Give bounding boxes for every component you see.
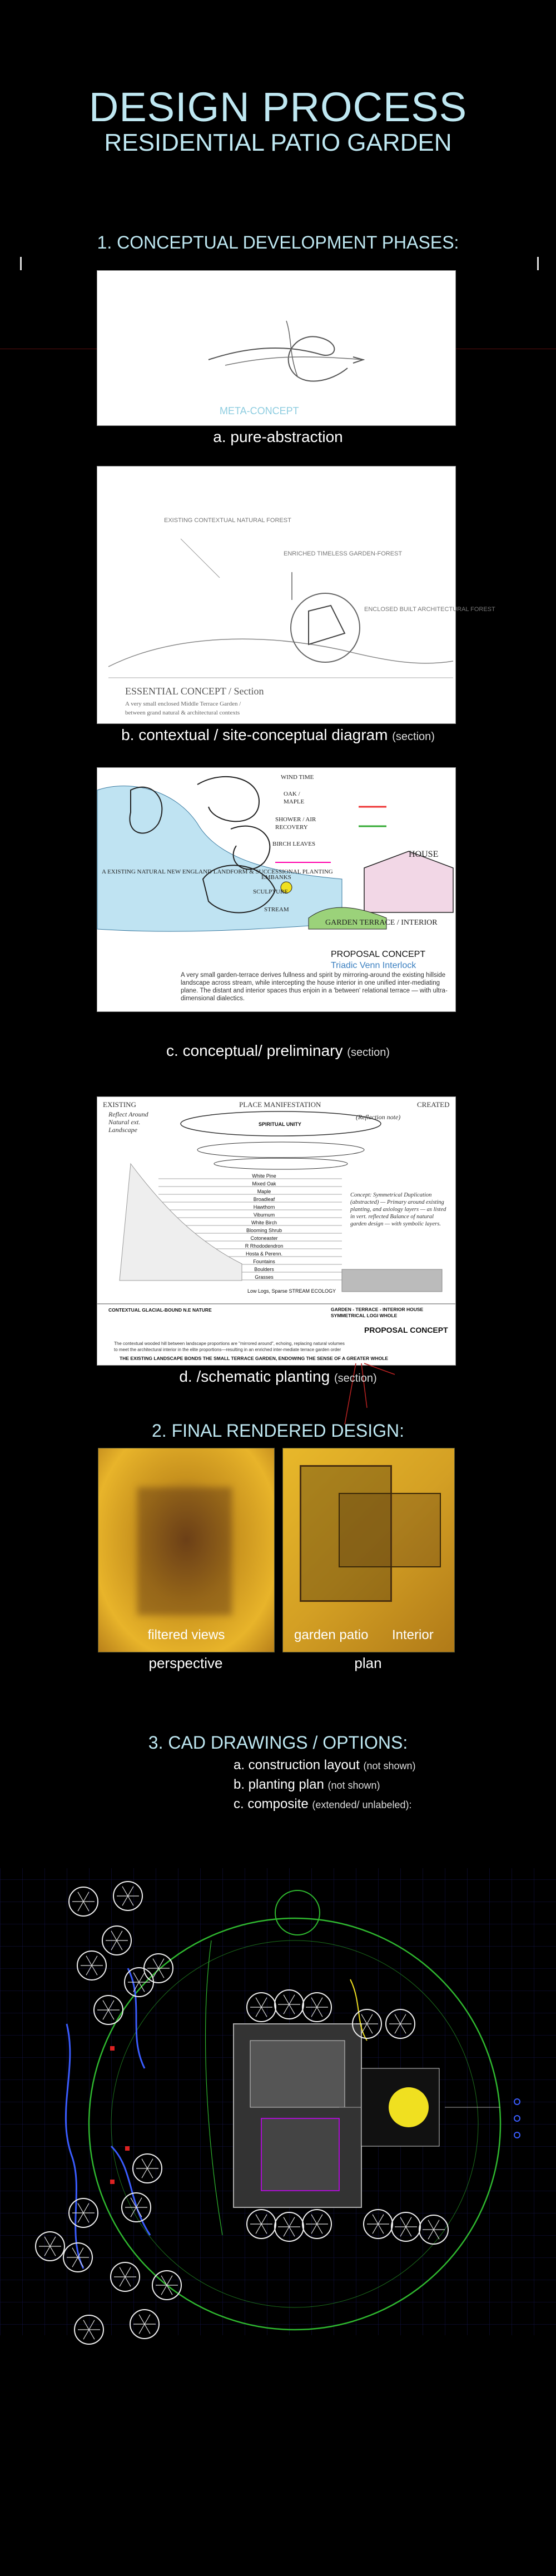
d-spiritual: SPIRITUAL UNITY [259,1121,301,1127]
layer-label: Cotoneaster [250,1235,278,1241]
caption-plan: plan [354,1655,382,1671]
panel-contextual-diagram [97,466,495,724]
perspective-render [98,1448,275,1652]
layer-label: Broadleaf [253,1197,275,1202]
caption-a: a. pure-abstraction [213,428,343,445]
caption-d-main: d. /schematic planting [179,1368,330,1385]
d-reflect: Reflect Around Natural ext. Landscape [108,1110,148,1134]
overlay-filtered-views: filtered views [147,1627,225,1642]
concept-title: ESSENTIAL CONCEPT / Section [125,686,264,697]
d-footer-3: THE EXISTING LANDSCAPE BONDS THE SMALL TERRACE GARDEN, ENDOWING THE SENSE OF A GREATER WHOLE [120,1356,389,1361]
abstract-sketch [97,271,455,425]
c-label-house: HOUSE [409,850,439,859]
layer-label: Viburnum [253,1212,275,1218]
d-top-right: CREATED [417,1100,450,1109]
c-label-stream: STREAM [264,906,289,913]
d-top-left: EXISTING [103,1100,136,1109]
caption-perspective: perspective [148,1655,223,1671]
section-3-heading: 3. CAD DRAWINGS / OPTIONS: [148,1733,408,1753]
caption-b-main: b. contextual / site-conceptual diagram [121,726,388,743]
right-margin-mark [537,257,539,270]
page-subtitle: RESIDENTIAL PATIO GARDEN [104,129,452,156]
proposal-text: A very small garden-terrace derives fullness and spirit by mirroring-around the existing hillside landscape across stream, while intercepting the house interior in one unified inter-mediating plane. The distant and interior spaces thus enjoin in a 'between' relational terrace — with ultra-dimensional dialectics. [181,972,448,1002]
d-right-notes: Concept: Symmetrical Duplication (abstracted) — Primary around existing planting, and axiology layers — as listed in vert. reflected Balance of natural garden design — with symbolic layers. [350,1192,446,1227]
page-title: DESIGN PROCESS [88,84,468,130]
cad-option-a: a. construction layout (not shown) [234,1758,416,1773]
c-label-5: RECOVERY [275,824,308,831]
c-label-3: MAPLE [284,798,305,805]
layer-label: Fountains [253,1259,275,1264]
panel-conceptual-preliminary [97,767,456,1012]
panel-pure-abstraction [97,270,456,426]
section-2-heading: 2. FINAL RENDERED DESIGN: [151,1421,404,1441]
c-label-embanks: EMBANKS [261,874,291,881]
c-label-6: BIRCH LEAVES [272,841,316,847]
sun-circle [389,2087,429,2127]
sketch-label: META-CONCEPT [220,405,299,416]
layer-label: Hosta & Perenn. [245,1251,283,1257]
d-proposal: PROPOSAL CONCEPT [364,1326,448,1334]
c-label-2: OAK / [284,791,300,797]
d-footer-1: The contextual wooded hill between landscape proportions are "mirrored around", echoing, replacing natural volumes [114,1341,345,1346]
c-label-4: SHOWER / AIR [275,816,316,823]
concept-line-1: A very small enclosed Middle Terrace Garden / [125,701,241,707]
c-label-existing: A EXISTING NATURAL NEW ENGLAND LANDFORM & SUCCESSIONAL PLANTING [102,868,333,875]
note-mid: ENRICHED TIMELESS GARDEN-FOREST [284,550,403,557]
c-label-terrace: GARDEN TERRACE / INTERIOR [325,919,438,927]
c-label-sculpture: SCULPTURE [253,889,288,895]
note-right: ENCLOSED BUILT ARCHITECTURAL FOREST [364,606,495,613]
layer-label: White Birch [251,1220,277,1225]
layer-label: Grasses [255,1274,274,1280]
d-top-mid: PLACE MANIFESTATION [239,1100,321,1109]
caption-d [0,1368,556,1386]
cad-composite-drawing [0,1857,556,2346]
layer-label: White Pine [252,1173,276,1179]
note-left: EXISTING CONTEXTUAL NATURAL FOREST [164,517,291,524]
layer-label: Blooming Shrub [246,1228,282,1233]
caption-b-small: (section) [392,731,435,743]
caption-c-main: c. conceptual/ preliminary [166,1042,343,1059]
caption-d-small: (section) [334,1372,377,1384]
cad-option-c: c. composite (extended/ unlabeled): [234,1796,412,1811]
plan-render [282,1448,455,1652]
overlay-garden-patio: garden patio [294,1627,369,1642]
layer-label: Maple [257,1189,271,1194]
d-low-note: Low Logs, Sparse STREAM ECOLOGY [247,1288,336,1294]
layer-label: R Rhododendron [245,1243,284,1249]
layer-label: Mixed Oak [252,1181,276,1187]
panel-schematic-planting [97,1096,456,1366]
caption-c-small: (section) [347,1046,390,1059]
d-bottom-left: CONTEXTUAL GLACIAL-BOUND N.E NATURE [108,1307,212,1313]
section-1-heading: 1. CONCEPTUAL DEVELOPMENT PHASES: [97,232,459,252]
proposal-subtitle: Triadic Venn Interlock [331,961,416,970]
d-bottom-right: GARDEN - TERRACE - INTERIOR HOUSE SYMMETRICAL LOGI WHOLE [331,1307,424,1318]
concept-line-2: between grand natural & architectural contexts [125,709,240,716]
layer-label: Hawthorn [253,1204,275,1210]
c-label-1: WIND TIME [281,774,314,781]
proposal-title: PROPOSAL CONCEPT [331,950,426,959]
caption-b [0,726,556,744]
layer-label: Boulders [254,1267,274,1272]
cad-option-b: b. planting plan (not shown) [234,1777,380,1792]
d-footer-2: to meet the architectural interior in the elite proportions—resulting in an enriched inter-mediate terrace garden order [114,1347,341,1352]
overlay-interior: Interior [392,1627,434,1642]
left-margin-mark [20,257,22,270]
cad-options-list [234,1756,416,1814]
caption-c [0,1042,556,1060]
d-reflection-note: (Reflection note) [356,1113,401,1121]
